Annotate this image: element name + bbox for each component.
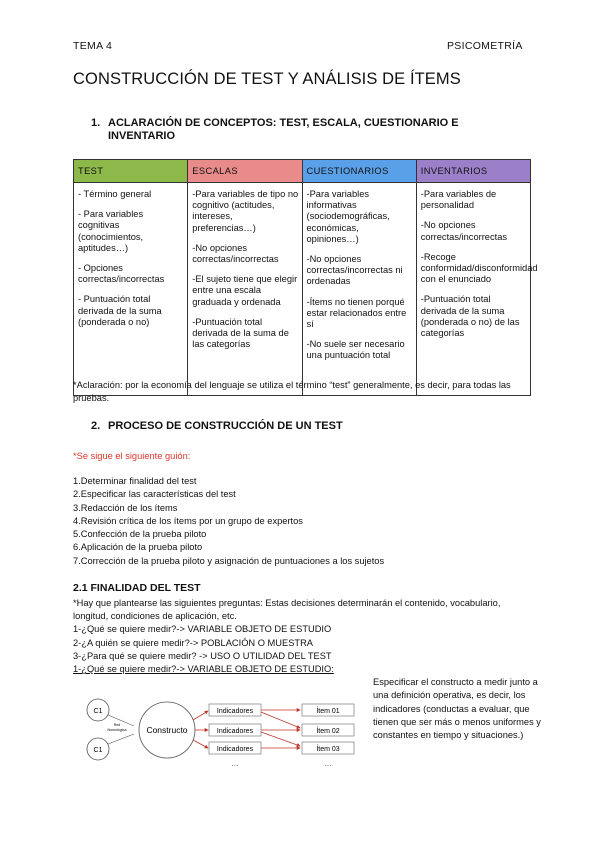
section-2-1-title: 2.1 FINALIDAD DEL TEST	[73, 582, 201, 594]
table-item: - Para variables cognitivas (conocimientos, aptitudes…)	[78, 209, 144, 253]
list-item: 7.Corrección de la prueba piloto y asignación de puntuaciones a los sujetos	[73, 555, 385, 566]
question-3: 3-¿Para qué se quiere medir? -> USO O UTILIDAD DEL TEST	[73, 650, 332, 661]
clarification-note: *Aclaración: por la economía del lenguaje se utiliza el término “test” generalmente, es decir, para todas las pruebas.	[73, 380, 511, 403]
table-item: - Término general	[78, 189, 152, 199]
arrow	[261, 732, 300, 746]
table-cell-cuestionarios	[302, 183, 416, 396]
arrow	[193, 711, 208, 720]
construct-diagram	[80, 690, 370, 770]
column-header-test: TEST	[74, 160, 188, 183]
c1-label: C1	[93, 708, 103, 715]
table-item: -El sujeto tiene que elegir entre una escala graduada y ordenada	[192, 274, 298, 307]
construct-label: Constructo	[146, 725, 188, 735]
header-left: TEMA 4	[73, 40, 113, 52]
table-item: -Para variables informativas (sociodemográficas, económicas, opiniones…)	[306, 189, 390, 244]
question-2: 2-¿A quién se quiere medir?-> POBLACIÓN O MUESTRA	[73, 637, 313, 648]
table-item: -Para variables de tipo no cognitivo (actitudes, intereses, preferencias…)	[192, 189, 299, 233]
item-label: Ítem 02	[316, 728, 340, 735]
section-2-number: 2.	[91, 420, 101, 432]
table-item: -Para variables de personalidad	[420, 189, 497, 211]
connector-line	[108, 715, 134, 726]
table-item: - Opciones correctas/incorrectas	[78, 263, 165, 285]
arrow	[261, 712, 300, 728]
red-label: Red	[113, 723, 121, 727]
question-1-underlined: 1-¿Qué se quiere medir?-> VARIABLE OBJETO DE ESTUDIO:	[73, 664, 334, 675]
guide-note: *Se sigue el siguiente guión:	[73, 451, 191, 461]
item-label: Ítem 03	[316, 746, 340, 753]
list-item: 4.Revisión crítica de los ítems por un grupo de expertos	[73, 515, 303, 526]
list-item: 6.Aplicación de la prueba piloto	[73, 542, 203, 553]
arrow	[193, 740, 208, 748]
section-1-title: ACLARACIÓN DE CONCEPTOS: TEST, ESCALA, CUESTIONARIO E INVENTARIO	[108, 117, 459, 142]
nomological-label: Nomológica	[107, 728, 127, 732]
construct-explanation: Especificar el constructo a medir junto a una definición operativa, es decir, los indicadores (conductas a evaluar, que tienen que ser más o menos uniformes y constantes en tiempo y situaciones.)	[373, 677, 541, 741]
indicator-label: Indicadores	[216, 728, 254, 735]
table-item: -Ítems no tienen porqué estar relacionados entre sí	[306, 296, 407, 330]
header-right: PSICOMETRÍA	[447, 40, 523, 52]
table-item: -Recoge conformidad/disconformidad con el enunciado	[420, 251, 538, 285]
table-item: -Puntuación total derivada de la suma (ponderada o no) de las categorías	[420, 294, 520, 339]
connector-line	[108, 734, 134, 744]
indicator-label: Indicadores	[216, 746, 254, 753]
table-cell-inventarios	[416, 183, 538, 396]
indicator-label: Indicadores	[216, 708, 254, 715]
list-item: 2.Especificar las características del test	[73, 489, 236, 500]
column-header-inventarios: INVENTARIOS	[416, 160, 530, 183]
finalidad-paragraph	[73, 597, 533, 676]
item-label: Ítem 01	[316, 708, 340, 715]
list-item: 5.Confección de la prueba piloto	[73, 529, 207, 540]
table-item: -Puntuación total derivada de la suma de las categorías	[192, 316, 289, 350]
table-item: -No opciones correctas/incorrectas	[420, 220, 508, 242]
table-item: -No opciones correctas/incorrectas ni ordenadas	[306, 254, 403, 287]
question-1: 1-¿Qué se quiere medir?-> VARIABLE OBJETO DE ESTUDIO	[73, 624, 332, 635]
list-item: 1.Determinar finalidad del test	[73, 476, 197, 486]
column-header-cuestionarios: CUESTIONARIOS	[302, 160, 416, 183]
table-cell-escalas	[188, 183, 302, 396]
comparison-table	[73, 159, 538, 396]
steps-list	[73, 475, 384, 568]
table-item: - Puntuación total derivada de la suma (ponderada o no)	[78, 294, 162, 327]
ellipsis-items: …	[324, 761, 332, 768]
page-title: CONSTRUCCIÓN DE TEST Y ANÁLISIS DE ÍTEMS	[73, 70, 461, 88]
c2-label: C1	[93, 747, 103, 754]
intro-text: *Hay que plantearse las siguientes preguntas: Estas decisiones determinarán el contenido, vocabulario, longitud, condiciones de aplicación, etc.	[73, 598, 501, 622]
table-cell-test	[74, 183, 188, 396]
table-item: -No suele ser necesario una puntuación total	[306, 339, 405, 361]
table-item: -No opciones correctas/incorrectas	[192, 242, 279, 265]
section-1-number: 1.	[91, 117, 101, 129]
section-2-title: PROCESO DE CONSTRUCCIÓN DE UN TEST	[108, 420, 343, 432]
column-header-escalas: ESCALAS	[188, 160, 302, 183]
ellipsis-indicators: …	[231, 761, 239, 768]
list-item: 3.Redacción de los ítems	[73, 502, 178, 513]
